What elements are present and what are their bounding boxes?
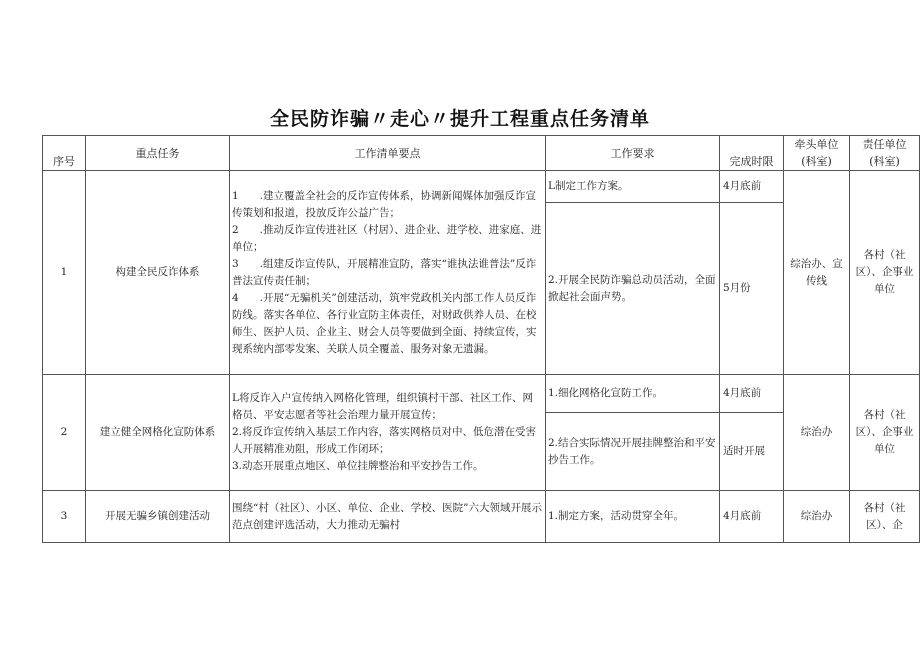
table-row — [43, 171, 920, 203]
lead-cell: 综治办 — [784, 375, 850, 491]
table-row — [43, 375, 920, 413]
header-deadline: 完成时限 — [720, 136, 784, 171]
task-table — [42, 135, 920, 543]
row-task: 开展无骗乡镇创建活动 — [86, 491, 230, 543]
deadline-cell: 5月份 — [720, 203, 784, 375]
resp-cell: 各村（社区）、企事业单位 — [850, 375, 920, 491]
checklist-item: 2.将反诈宣传纳入基层工作内容，落实网格员对中、低危潜在受害人开展精准劝阻，形成工作闭环； — [232, 426, 537, 455]
checklist-item: 3.动态开展重点地区、单位挂牌整治和平安抄告工作。 — [232, 460, 484, 472]
row-seq: 2 — [43, 375, 86, 491]
checklist-item: 4 .开展“无骗机关”创建活动，筑牢党政机关内部工作人员反诈防线。落实各单位、各行业宣防主体责任，对财政供养人员、在校师生、医护人员、企业主、财会人员等要做到全面、持续宣传，实现系统内部零发案、关联人员全覆盖、服务对象无遗漏。 — [232, 291, 537, 355]
lead-cell: 综治办、宣传线 — [784, 171, 850, 375]
row-checklist — [230, 491, 546, 543]
header-resp-line1: 责任单位 — [862, 138, 907, 151]
row-task: 构建全民反诈体系 — [86, 171, 230, 375]
header-seq: 序号 — [43, 136, 86, 171]
header-requirement: 工作要求 — [546, 136, 720, 171]
header-resp — [850, 136, 920, 171]
deadline-cell: 适时开展 — [720, 413, 784, 491]
requirement-cell: 1.制定方案，活动贯穿全年。 — [546, 491, 720, 543]
checklist-item: 围绕“村（社区）、小区、单位、企业、学校、医院”六大领域开展示范点创建评选活动，大力推动无骗村 — [232, 501, 542, 531]
requirement-cell: L制定工作方案。 — [546, 171, 720, 203]
row-checklist — [230, 171, 546, 375]
header-lead-line1: 牵头单位 — [794, 138, 839, 151]
header-resp-line2: (科室) — [869, 155, 900, 168]
checklist-item: 2 .推动反诈宣传进社区（村居）、进企业、进学校、进家庭、进单位； — [232, 223, 542, 253]
checklist-item: 3 .组建反诈宣传队，开展精准宣防，落实“谁执法谁普法”反诈普法宣传责任制； — [232, 257, 537, 287]
header-task: 重点任务 — [86, 136, 230, 171]
deadline-cell: 4月底前 — [720, 171, 784, 203]
deadline-cell: 4月底前 — [720, 375, 784, 413]
document-title: 全民防诈骗〃走心〃提升工程重点任务清单 — [269, 108, 650, 130]
header-checklist: 工作清单要点 — [230, 136, 546, 171]
checklist-item: L将反诈入户宣传纳入网格化管理，组织镇村干部、社区工作、网格员、平安志愿者等社会治理力量开展宣传； — [232, 392, 533, 421]
row-checklist — [230, 375, 546, 491]
requirement-cell: 1.细化网格化宣防工作。 — [546, 375, 720, 413]
header-row — [43, 136, 920, 171]
deadline-cell: 4月底前 — [720, 491, 784, 543]
row-seq: 1 — [43, 171, 86, 375]
row-seq: 3 — [43, 491, 86, 543]
requirement-cell: 2.结合实际情况开展挂牌整治和平安抄告工作。 — [546, 413, 720, 491]
checklist-item: 1 .建立覆盖全社会的反诈宣传体系，协调新闻媒体加强反诈宣传策划和报道，投放反诈公益广告； — [232, 189, 537, 219]
requirement-cell: 2.开展全民防诈骗总动员活动，全面掀起社会面声势。 — [546, 203, 720, 375]
row-task: 建立健全网格化宣防体系 — [86, 375, 230, 491]
table-row — [43, 491, 920, 543]
lead-cell: 综治办 — [784, 491, 850, 543]
resp-cell: 各村（社区）、企事业单位 — [850, 171, 920, 375]
header-lead — [784, 136, 850, 171]
header-lead-line2: (科室) — [801, 155, 832, 168]
resp-cell: 各村（社区）、企 — [850, 491, 920, 543]
